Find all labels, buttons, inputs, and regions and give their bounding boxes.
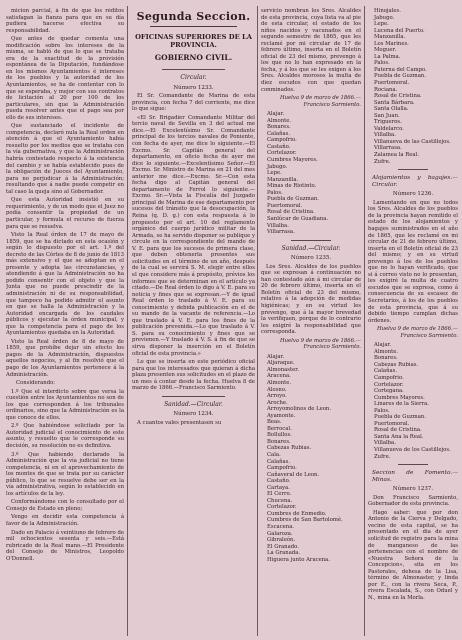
list-item: Rosal de Cristina. — [374, 93, 422, 100]
list-item: Cortelazor. — [267, 150, 297, 157]
list-item: Gibraleón. — [267, 537, 296, 544]
list-item: San Juan. — [374, 112, 400, 119]
list-item: Palos. — [267, 189, 283, 196]
column-3 — [261, 8, 361, 636]
circular-number: Número 1237. — [392, 486, 434, 493]
paragraph: 3.º Que habiendo declarado la Administración que la vía judicial no tiene competencia, ni en el aprovechamiento de los montes de que se trata por su carácter público, lo que se resuelve debe ser en la vía administrativa, según lo establecido en los artículos de la ley. — [6, 451, 124, 497]
list-item: Calañas. — [267, 458, 291, 465]
paragraph: Que sustanciado el incidente de competencia, declaró nula la Real orden en atención á que el Ayuntamiento había resuelto por los medios que se trataba con la vía gubernativa, y que la Administración habría contestado respecto á la existencia del cambio y se había establecido pues de la obligación de Jueces del Ayuntamiento, para no perjudicar á la Administración; resultando que á nadie puede competir en tal caso la queja sino al Gobernador. — [6, 123, 124, 195]
list-item: Rosal de Cristina. — [374, 427, 422, 434]
paragraph: Conformándome con lo consultado por el Consejo de Estado en pleno; — [6, 499, 124, 512]
list-item: Chucena. — [267, 497, 293, 504]
list-item: Bonares. — [374, 355, 398, 362]
list-item: Minas de Riotinto. — [267, 183, 317, 190]
list-item: Villalba. — [374, 440, 396, 447]
list-item: Paterna del Campo. — [374, 66, 427, 73]
column-1 — [6, 8, 124, 636]
list-item: Berrocal. — [267, 425, 292, 432]
list-item: Jabugo. — [374, 14, 395, 21]
paragraph: Los Sres. Alcaldes de los pueblos que se expresan á continuación no han contestado aún á mi circular de 20 de febrero último, inserta en el Boletín oficial de 23 del mismo, relativo á la adopción de medidas higiénicas; y en su virtud les prevengo, que á la mayor brevedad la verifiquen, porque de lo contrario les exigiré la responsabilidad que corresponda. — [261, 263, 361, 336]
list-item: Alajar. — [374, 342, 392, 349]
list-item: Campofrio. — [267, 465, 297, 472]
list-item: Almonte. — [374, 348, 399, 355]
list-item: Cortelazor. — [374, 381, 404, 388]
paragraph: 1.º Que el interdicto sobre que versa la cuestión entre los Ayuntamientos no son de los que corresponden á los tribunales ordinarios, sino que la Administración es la que conoce de ellos. — [6, 388, 124, 421]
list-item: Moguer. — [374, 47, 397, 54]
divider — [150, 26, 237, 27]
paragraph: Que antes de quedar comenta una modificación sobre los intereses de la misma, se habló de que lo que se trataba era de la exactitud de la provisión espontánea de la Diputación, fundándose en los mismos Ayuntamientos é intereses de los pueblos y la autoridad de los Ayuntamientos, se ha de contentar con lo que se esperaba, y mejor con sus contratos de licitación al 20 por 100 de los particulares, sin que la Administración pueda resolver antes que el pago sea por ello de sus intereses. — [6, 36, 124, 121]
paragraph: Visto la Real órden de 8 de mayo de 1859, que prohíbe dejar sin efecto los pagos de la Administración, dispuestos aquellos negocios, y al fin resolvió que el pago de los Ayuntamientos pertenece á la Administración. — [6, 338, 124, 378]
list-item: Bonares. — [267, 438, 291, 445]
paragraph: El Sr. Comandante de Marina de esta provincia, con fecha 7 del corriente, me dice lo que sigue: — [132, 93, 255, 113]
list-item: Almonte. — [267, 117, 292, 124]
column-2 — [132, 8, 255, 636]
list-item: Cabezas Rubias. — [374, 361, 419, 368]
paragraph: Considerando: — [16, 380, 56, 387]
list-item: Alosno. — [267, 386, 287, 393]
paragraph: Dado en Palacio á veintiuno de febrero de mil ochocientos sesenta y seis.—Está rubricado de la Real mano.—El Presidente del Consejo de Ministros, Leopoldo O'Donnell. — [6, 529, 124, 562]
list-item: Hinojales. — [374, 8, 401, 14]
list-item: Lucena del Puerto. — [374, 27, 425, 34]
list-item: Valdelarco. — [374, 125, 404, 132]
list-item: Cumbres de Enmedio. — [267, 510, 327, 517]
divider — [398, 169, 428, 170]
divider — [162, 396, 225, 397]
divider — [291, 240, 331, 241]
list-item: Villalba. — [267, 222, 289, 229]
paragraph: Visto la Real órden de 17 de mayo de 1859, que se ha dictado en esta ocasión y según lo dispuesto por el art. 1.º del decreto de las Córtes de 8 de junio de 1813 más extensivo y el que se adoptan en el presente y adopta las circunstancias, y atendiendo á que la Administración no ha podido consentir con el objeto y que la Junta que no puede prescindir de la administración ni de su responsabilidad, que tampoco ha podido admitir el asunto en que se halla la Administración y la Autoridad encargada de los caudales públicos y ejecutar la órden municipal, y que la competencia para el pago de los Ayuntamientos quedaba en la Autoridad. — [6, 232, 124, 337]
list-item: La Granada. — [267, 550, 301, 557]
list-item: Zalamea la Real. — [374, 152, 419, 159]
list-item: Manzanilla. — [267, 176, 299, 183]
paragraph: Don Francisco Sarmiento, Gobernador de esta provincia. — [368, 494, 458, 508]
list-item: Rociana. — [374, 86, 398, 93]
list-item: Arroyomolinos de Leon. — [267, 406, 332, 413]
list-item: Galaroza. — [267, 530, 293, 537]
list-item: Villanueva de las Castillejos. — [374, 138, 451, 145]
list-item: Cañaveral de Leon. — [267, 471, 320, 478]
list-item: Castaño. — [267, 143, 291, 150]
list-item: Campofrio. — [374, 374, 404, 381]
list-item: Ayamonte. — [267, 412, 296, 419]
town-list — [267, 354, 361, 564]
circular-label: Alojamientos y bagajes.—Circular. — [372, 175, 458, 188]
circular-label: Seccion de Fomento.—Minas. — [372, 470, 458, 483]
town-list — [374, 8, 458, 165]
column-rule — [364, 6, 365, 636]
town-list — [374, 342, 458, 460]
list-item: La Palma. — [374, 53, 401, 60]
list-item: Lepe. — [374, 21, 389, 28]
list-item: Almonte. — [267, 379, 292, 386]
date-signature: Huelva 9 de marzo de 1866.—Francisco Sarmiento. — [279, 95, 361, 108]
list-item: Cabezas Rubias. — [267, 445, 312, 452]
list-item: Villarrasa. — [267, 229, 295, 236]
list-item: Beas. — [267, 419, 282, 426]
list-item: Escacena. — [267, 524, 295, 531]
list-item: Puebla de Guzman. — [374, 414, 426, 421]
paragraph: «El Sr. Brigadier Comandante Militar del tercio naval de Sevilla en 3 del actual me dice.—El Excelentísimo Sr. Comandante principal de los tercios navales de Poniente, con fecha de ayer, me dice lo siguiente.—El Excmo. Sr. Capitán general del departamento, en oficio fecha de ayer me dice lo siguiente.—Excelentísimo Señor.—El Excmo. Sr. Ministro de Marina en 21 del mes anterior me dice.—Excmo. Sr.—Con esta fecha digo al Capitán general del departamento de Ferrol lo siguiente.—Excmo. Sr.—Vista la Fiscalía del Juzgado principal de Marina de ese departamento por sucesos del tránsito que la desocupación, la Reina (q. D. g.) con esta respuesta á lo propuesto por el art. 10 del reglamento orgánico del cuerpo jurídico militar de la Armada, se ha servido disponer se publique y circule en la correspondiente del mando de V. E. para que los sucesos de primera clase, que deben obtenerla presentes sus solicitudes en el término de un año, después de la cual se servirá S. M. elegir entre ellos el que considere más á propósito, prévios los informes que se determinan en el artículo ya citado.—De Real órden lo digo á V. E. para su noticia y fines que se expresan.—Y de igual Real órden lo traslado á V. E. para su conocimiento y debida publicación en el de su mando de la vacante de referencia.—Lo que traslado á V. E. para los fines de la publicación prevenida.—Lo que traslado á V. S. para su conocimiento y fines que se previenen.—Y traslado á V. S. á fin de que se sirva disponer la inserción en el Boletín oficial de esta provincia.» — [132, 114, 255, 357]
circular-label: Circular. — [180, 74, 207, 82]
section-subtitle: OFICINAS SUPERIORES DE LA PROVINCIA. — [135, 32, 252, 49]
list-item: Alajar. — [267, 111, 285, 118]
list-item: Puertomoral. — [267, 202, 303, 209]
paragraph: servicio nombran los Sres. Alcaldes de esta provincia, cuya lista va al pie de esta circular, el estado de los niños nacidos y vacunados en el segundo semestre de 1865, que les reclamé por mi circular de 17 de febrero último, inserta en el Boletín oficial de 23 del mismo, prevengo á los que no lo han expresado en la fecha, y á los que se les exigen á los Sres. Alcaldes morosos la multa de diez escudos con que quedan conminados. — [261, 8, 361, 93]
paragraph: Lo que se inserta en este periódico oficial para que los interesados que quieran á dicha plaza presenten sus solicitudes en el plazo de un mes á contar desde la fecha. Huelva 8 de marzo de 1866.—Francisco Sarmiento. — [132, 359, 255, 392]
divider — [162, 69, 225, 70]
list-item: Sanlúcar de Guadiana. — [267, 215, 329, 222]
list-item: Palos. — [374, 407, 390, 414]
paragraph: Vengo en decidir esta competencia á favor de la Administración. — [6, 514, 124, 528]
list-item: Zufre. — [374, 453, 391, 460]
list-item: Santa Bárbara. — [374, 99, 415, 106]
list-item: Palos. — [374, 60, 390, 67]
column-rule — [257, 6, 258, 636]
divider — [398, 464, 428, 465]
list-item: Manzanilla. — [374, 34, 406, 41]
circular-label: Sanidad.—Circular. — [281, 244, 341, 252]
date-signature: Huelva 9 de marzo de 1866.—Francisco Sarmiento. — [279, 337, 361, 351]
list-item: Arroyo. — [267, 393, 287, 400]
list-item: Cala. — [267, 452, 281, 458]
list-item: Jabugo. — [267, 163, 288, 170]
paragraph: A cuantos vales presentasen su — [137, 419, 222, 426]
list-item: Aroche. — [267, 399, 288, 406]
list-item: Calañas. — [374, 368, 398, 375]
list-item: Villanueva de los Castillejos. — [374, 447, 451, 453]
list-item: Santa Olalla. — [374, 106, 409, 113]
circular-number: Número 1234. — [173, 411, 214, 418]
circular-number: Número 1236. — [392, 191, 434, 198]
circular-number: Número 1235. — [290, 255, 332, 262]
list-item: Santa Ana la Real. — [374, 433, 424, 440]
list-item: Aracena. — [267, 373, 291, 380]
column-rule — [127, 6, 128, 636]
list-item: Trigueros. — [374, 119, 402, 126]
list-item: Castaño. — [267, 478, 291, 485]
list-item: Bollullos. — [267, 432, 292, 439]
list-item: El Cerro. — [267, 491, 292, 498]
date-signature: Huelva 9 de marzo de 1866.—Francisco Sarmiento. — [376, 326, 458, 339]
list-item: Lepe. — [267, 170, 282, 177]
list-item: Aljaraque. — [267, 360, 295, 367]
list-item: Puebla de Guzman. — [374, 73, 426, 80]
list-item: Puebla de Guzman. — [267, 196, 319, 203]
list-item: Cumbres Mayores. — [267, 157, 318, 164]
list-item: Cortelazor. — [267, 504, 297, 511]
list-item: Bonares. — [267, 124, 291, 131]
list-item: Puertomoral. — [374, 420, 410, 427]
list-item: Cartaya. — [267, 484, 290, 491]
list-item: Higuera junto Aracena. — [267, 556, 330, 563]
list-item: Puertomoral. — [374, 80, 410, 87]
list-item: Rosal de Cristina. — [267, 209, 315, 216]
column-4 — [368, 8, 458, 636]
list-item: Cumbres de San Bartolomé. — [267, 517, 343, 524]
list-item: Villalba. — [374, 132, 396, 139]
paragraph: Hago saber: que por don Antonio de la Cierva y Delgado, vecino de esta capital, se ha presentado en el dia de ayer solicitud de registro para la mina de manganeso de las pertenencias con el nombre de «Nuestra Señora de la Concepcion», sita en los Pastorales, dehesa de la Lisa, término de Almonaster, y linda por E., con la rivera Seca, P., rivera Escalada, S., con Oduel y N., mina en la Morla. — [368, 509, 458, 601]
paragraph: Que esta Autoridad insistió en su requerimiento, y de un modo que el Juez no podía consentir la propiedad de un particular, y formula el recurso de fuerza para que se resuelva. — [6, 197, 124, 230]
list-item: Alajar. — [267, 353, 285, 360]
circular-number: Número 1233. — [173, 84, 214, 91]
paragraph: micion parcial, á fin de que los réditos satisfagan la fianza para que en su día pudiera hacerse efectiva su responsabilidad. — [6, 8, 124, 34]
list-item: Calañas. — [267, 130, 291, 137]
list-item: Villarrasa. — [374, 145, 402, 152]
list-item: Cumbres Mayores. — [374, 394, 425, 401]
paragraph: Lamentando en que no todos los Sres. Alcaldes de los pueblos de la provincia hayan remitido el estado de los alojamientos y bagajes suministrados en el año de 1865, que les reclamé en mi circular de 21 de febrero último, inserta en el Boletín oficial de 23 del mismo; y en su virtud prevengo á los de los pueblos que no lo hayan verificado, que si á correo visto no lo presentan, les exigiré la multa de cuatro escudos que se expresa, como á consecuencia de su escasez de Secretarios, á los de los pueblos de esta provincia, que á su debido tiempo cumplan dichas órdenes. — [368, 199, 458, 324]
town-list — [267, 111, 361, 235]
list-item: Linares de la Sierra. — [374, 401, 429, 408]
gobierno-heading: GOBIERNO CIVIL. — [154, 52, 233, 62]
list-item: El Granado. — [267, 543, 299, 550]
list-item: Almonaster. — [267, 366, 299, 373]
section-title: Segunda Seccion. — [136, 10, 251, 23]
circular-label: Sanidad.—Circular. — [164, 400, 223, 408]
paragraph: 2.º Que habiéndose solicitado por la Autoridad judicial el conocimiento de este asunto, y resuelto que le corresponde su decisión, su resolución no es definitiva. — [6, 423, 124, 449]
list-item: Campofrio. — [267, 137, 297, 144]
list-item: Cortegana. — [374, 388, 404, 395]
list-item: Zufre. — [374, 158, 391, 165]
list-item: Los Marines. — [374, 40, 409, 47]
